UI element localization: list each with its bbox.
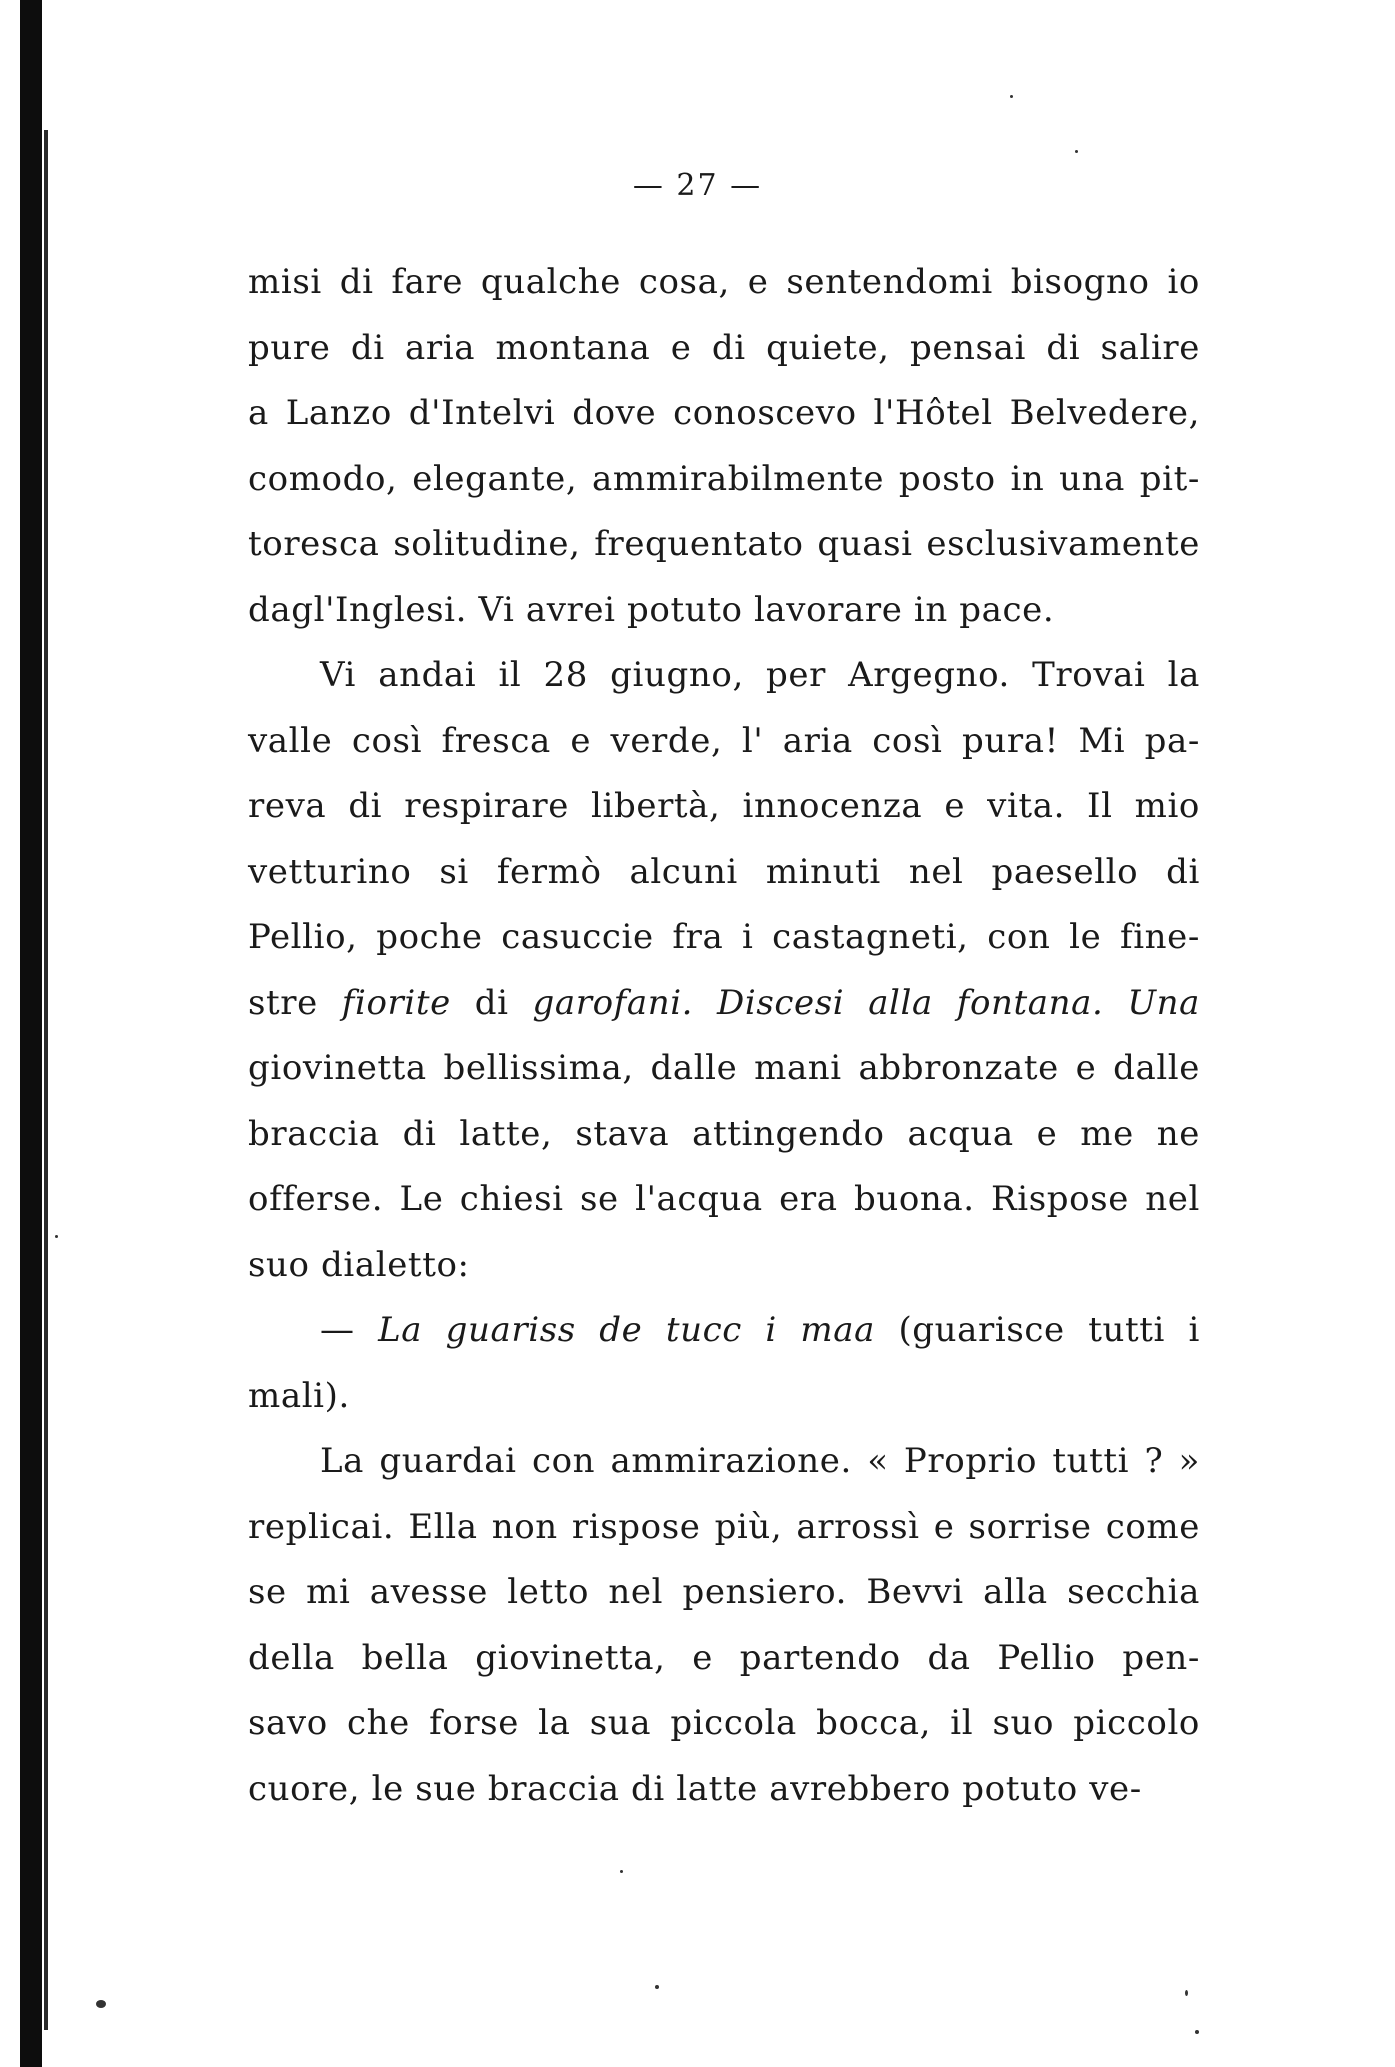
text-segment: — [320,1310,379,1350]
text-segment: (guarisce tutti i [874,1310,1200,1350]
text-segment: suo dialetto: [248,1244,470,1285]
text-segment: pure di aria montana e di quiete, pensai di salire [248,327,1200,368]
scan-speck [1010,95,1013,98]
text-line [248,1364,1200,1430]
text-segment: dagl'Inglesi. Vi avrei potuto lavorare in pace. [248,589,1055,630]
text-segment [1103,983,1127,1023]
text-line [248,381,1200,447]
text-line [248,1757,1200,1823]
text-segment: della bella giovinetta, e partendo da Pellio pen- [248,1637,1200,1678]
text-line [248,1036,1200,1102]
text-segment: mali). [248,1375,350,1416]
text-segment: misi di fare qualche cosa, e sentendomi bisogno io [248,262,1200,302]
text-line [248,643,1200,709]
scan-speck [55,1235,58,1238]
text-segment: valle così fresca e verde, l' aria così pura! Mi pa- [248,720,1200,761]
text-line [248,1167,1200,1233]
text-line [248,1298,1200,1364]
text-line [248,1233,1200,1299]
text-line [248,1102,1200,1168]
body-text [248,250,1200,1822]
text-line [248,578,1200,644]
text-line [248,512,1200,578]
text-line [248,316,1200,382]
page-number: — 27 — [632,168,763,203]
text-line [248,447,1200,513]
text-segment: savo che forse la sua piccola bocca, il suo piccolo [248,1703,1200,1743]
text-segment: reva di respirare libertà, innocenza e vita. Il mio [248,786,1200,826]
text-line [248,1691,1200,1757]
text-segment: a Lanzo d'Intelvi dove conoscevo l'Hôtel Belvedere, [248,393,1200,433]
text-segment: braccia di latte, stava attingendo acqua e me ne [248,1113,1200,1154]
text-line [248,1495,1200,1561]
text-segment: cuore, le sue braccia di latte avrebbero potuto ve- [248,1768,1142,1809]
italic-text: garofani. [532,982,694,1023]
text-segment [693,983,717,1023]
italic-text: Discesi alla fontana. [717,982,1104,1023]
text-segment: comodo, elegante, ammirabilmente posto in una pit- [248,458,1200,499]
text-segment: se mi avesse letto nel pensiero. Bevvi alla secchia [248,1572,1200,1612]
italic-text: fiorite [341,982,451,1023]
text-segment: toresca solitudine, frequentato quasi esclusivamente [248,524,1200,564]
text-line [248,250,1200,316]
text-line [248,1626,1200,1692]
text-segment: offerse. Le chiesi se l'acqua era buona. Rispose nel [248,1179,1200,1219]
text-line [248,1429,1200,1495]
scan-speck [96,2000,106,2008]
text-line [248,1560,1200,1626]
binding-shadow [44,130,48,2030]
text-segment: giovinetta bellissima, dalle mani abbronzate e dalle [248,1048,1200,1088]
scan-speck [1195,2030,1199,2034]
text-line [248,840,1200,906]
text-segment: di [450,982,533,1023]
text-line [248,709,1200,775]
scan-speck [1075,150,1078,153]
italic-text: Una [1127,982,1200,1023]
scan-speck [1185,1990,1188,1996]
text-line [248,905,1200,971]
text-line [248,774,1200,840]
binding-edge [20,0,42,2067]
text-segment: Pellio, poche casuccie fra i castagneti, con le fine- [248,917,1200,957]
italic-text: La guariss de tucc i maa [378,1310,875,1350]
text-segment: Vi andai il 28 giugno, per Argegno. Trovai la [320,655,1200,695]
scan-speck [655,1985,659,1989]
text-line [248,971,1200,1037]
text-segment: replicai. Ella non rispose più, arrossì e sorrise come [248,1506,1200,1547]
scan-speck [620,1870,623,1873]
text-segment: vetturino si fermò alcuni minuti nel paesello di [248,851,1200,892]
text-segment: stre [248,982,342,1023]
text-segment: La guardai con ammirazione. « Proprio tutti ? » [320,1441,1200,1481]
